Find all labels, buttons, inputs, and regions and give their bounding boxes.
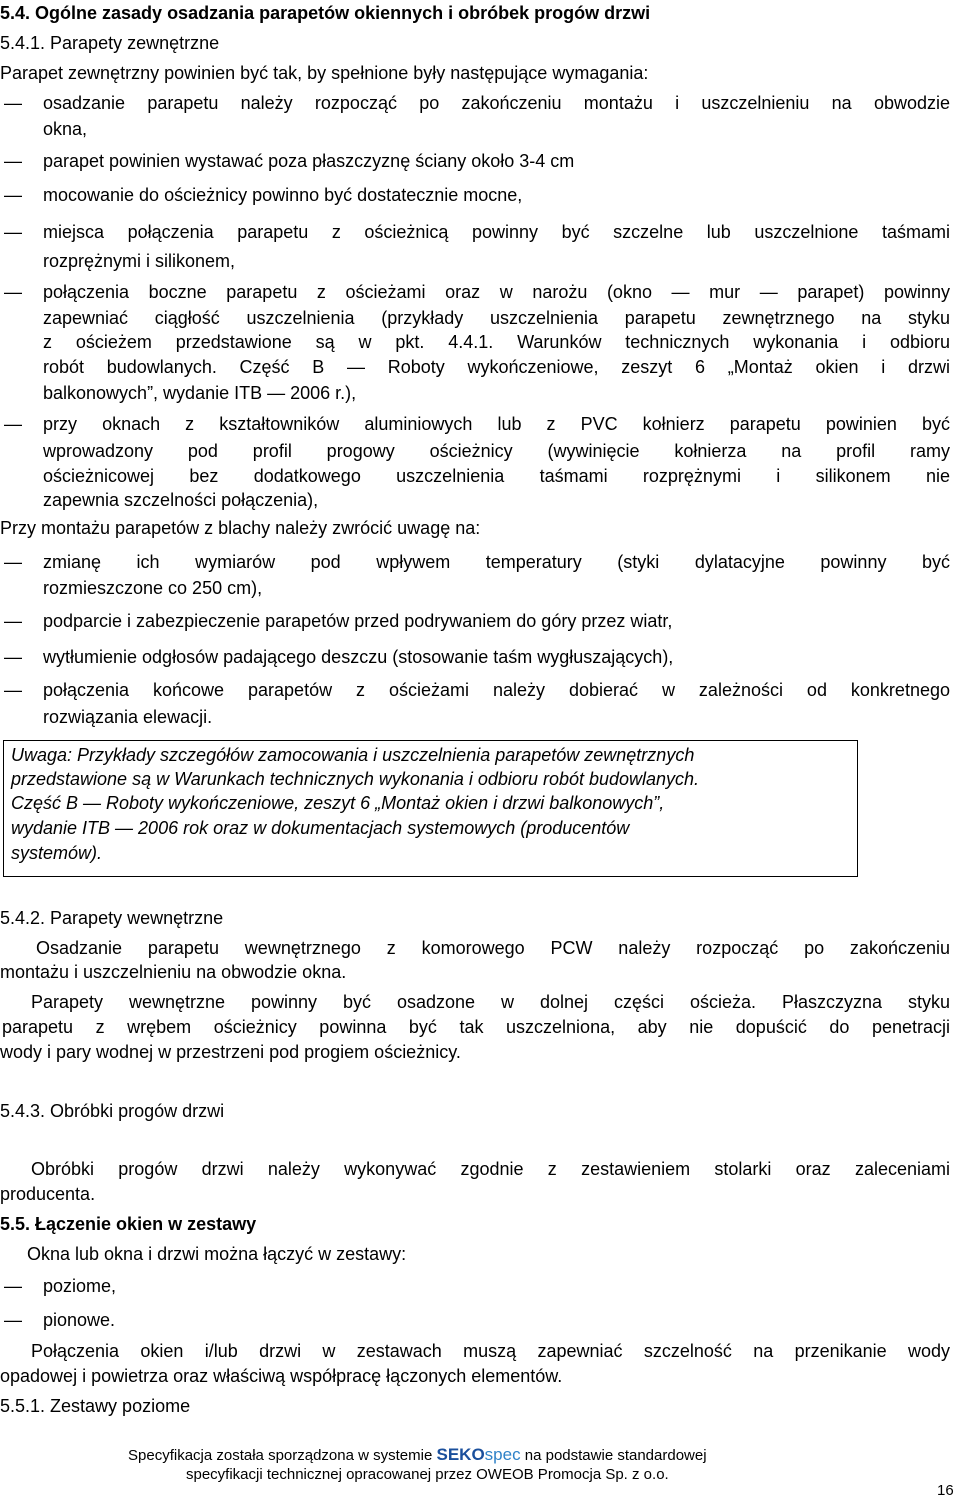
paragraph-line: producenta. <box>0 1184 96 1204</box>
list-item-line: podparcie i zabezpieczenie parapetów przed podrywaniem do góry przez wiatr, <box>43 611 673 631</box>
list-dash: ― <box>4 552 22 572</box>
section-heading-5-5: 5.5. Łączenie okien w zestawy <box>0 1214 257 1234</box>
logo-seko: SEKO <box>436 1445 485 1464</box>
list-dash: ― <box>4 93 22 113</box>
list-dash: ― <box>4 414 22 434</box>
list-item-line: mocowanie do ościeżnicy powinno być dostatecznie mocne, <box>43 185 523 205</box>
note-box <box>3 740 858 877</box>
paragraph-line: opadowej i powietrza oraz właściwą współpracę łączonych elementów. <box>0 1366 563 1386</box>
list-item-line: połączenia boczne parapetu z ościeżami oraz w narożu (okno ― mur ― parapet) powinny <box>43 282 950 302</box>
sekospec-logo <box>436 1447 520 1464</box>
list-dash: ― <box>4 611 22 631</box>
list-item-line: przy oknach z kształtowników aluminiowych lub z PVC kołnierz parapetu powinien być <box>43 414 950 434</box>
footer-line-2: specyfikacji technicznej opracowanej przez OWEOB Promocja Sp. z o.o. <box>186 1466 669 1483</box>
list-item-line: okna, <box>43 119 88 139</box>
list-dash: ― <box>4 647 22 667</box>
list-item-line: zapewnia szczelności połączenia), <box>43 490 319 510</box>
list-dash: ― <box>4 151 22 171</box>
list-item-line: robót budowlanych. Część B ― Roboty wykończeniowe, zeszyt 6 „Montaż okien i drzwi <box>43 357 950 377</box>
list-item-line: rozprężnymi i silikonem, <box>43 251 236 271</box>
note-line: przedstawione są w Warunkach technicznych wykonania i odbioru robót budowlanych. <box>11 769 700 789</box>
note-line: wydanie ITB ― 2006 rok oraz w dokumentacjach systemowych (producentów <box>11 818 630 838</box>
paragraph-intro-5-4-1: Parapet zewnętrzny powinien być tak, by spełnione były następujące wymagania: <box>0 63 649 83</box>
footer-line-1 <box>128 1446 707 1465</box>
footer-text: Specyfikacja została sporządzona w systemie <box>128 1447 433 1464</box>
list-dash: ― <box>4 222 22 242</box>
list-item-line: zapewniać ciągłość uszczelnienia (przykłady uszczelnienia parapetu zewnętrznego na styku <box>43 308 950 328</box>
list-item-line: osadzanie parapetu należy rozpocząć po zakończeniu montażu i uszczelnieniu na obwodzie <box>43 93 950 113</box>
list-dash: ― <box>4 282 22 302</box>
paragraph-intro-blacha: Przy montażu parapetów z blachy należy zwrócić uwagę na: <box>0 518 481 538</box>
list-item-line: zmianę ich wymiarów pod wpływem temperatury (styki dylatacyjne powinny być <box>43 552 950 572</box>
list-item-line: połączenia końcowe parapetów z ościeżami należy dobierać w zależności od konkretnego <box>43 680 950 700</box>
page-number: 16 <box>937 1482 954 1499</box>
subsection-heading-5-4-2: 5.4.2. Parapety wewnętrzne <box>0 908 224 928</box>
paragraph-line: Okna lub okna i drzwi można łączyć w zestawy: <box>27 1244 407 1264</box>
list-item-line: ościeżnicowej bez dodatkowego uszczelnienia taśmami rozprężnymi i silikonem nie <box>43 466 950 486</box>
note-line: Uwaga: Przykłady szczegółów zamocowania i uszczelnienia parapetów zewnętrznych <box>11 745 695 765</box>
list-item-line: wprowadzony pod profil progowy ościeżnicy (wywinięcie kołnierza na profil ramy <box>43 441 950 461</box>
note-line: Część B ― Roboty wykończeniowe, zeszyt 6 „Montaż okien i drzwi balkonowych”, <box>11 793 665 813</box>
list-item-line: wytłumienie odgłosów padającego deszczu (stosowanie taśm wygłuszających), <box>43 647 674 667</box>
paragraph-line: parapetu z wrębem ościeżnicy powinna być tak uszczelniona, aby nie dopuścić do penetracji <box>2 1017 950 1037</box>
subsection-heading-5-4-1: 5.4.1. Parapety zewnętrzne <box>0 33 220 53</box>
paragraph-line: Połączenia okien i/lub drzwi w zestawach muszą zapewniać szczelność na przenikanie wody <box>31 1341 950 1361</box>
paragraph-line: Obróbki progów drzwi należy wykonywać zgodnie z zestawieniem stolarki oraz zaleceniami <box>31 1159 950 1179</box>
subsection-heading-5-4-3: 5.4.3. Obróbki progów drzwi <box>0 1101 225 1121</box>
note-line: systemów). <box>11 843 103 863</box>
list-item-line: pionowe. <box>43 1310 116 1330</box>
list-item-line: parapet powinien wystawać poza płaszczyznę ściany około 3-4 cm <box>43 151 575 171</box>
list-item-line: rozwiązania elewacji. <box>43 707 213 727</box>
list-item-line: z ościeżem przedstawione są w pkt. 4.4.1. Warunków technicznych wykonania i odbioru <box>43 332 950 352</box>
paragraph-line: Osadzanie parapetu wewnętrznego z komorowego PCW należy rozpocząć po zakończeniu <box>36 938 950 958</box>
list-item-line: poziome, <box>43 1276 117 1296</box>
list-dash: ― <box>4 680 22 700</box>
section-heading-5-4: 5.4. Ogólne zasady osadzania parapetów okiennych i obróbek progów drzwi <box>0 3 651 23</box>
list-item-line: balkonowych”, wydanie ITB ― 2006 r.), <box>43 383 357 403</box>
list-dash: ― <box>4 1276 22 1296</box>
subsection-heading-5-5-1: 5.5.1. Zestawy poziome <box>0 1396 191 1416</box>
paragraph-line: Parapety wewnętrzne powinny być osadzone w dolnej części ościeża. Płaszczyzna styku <box>31 992 950 1012</box>
list-dash: ― <box>4 1310 22 1330</box>
footer-text: na podstawie standardowej <box>524 1447 707 1464</box>
paragraph-line: wody i pary wodnej w przestrzeni pod progiem ościeżnicy. <box>0 1042 461 1062</box>
list-item-line: rozmieszczone co 250 cm), <box>43 578 263 598</box>
logo-spec: spec <box>484 1445 521 1464</box>
list-dash: ― <box>4 185 22 205</box>
paragraph-line: montażu i uszczelnieniu na obwodzie okna. <box>0 962 347 982</box>
list-item-line: miejsca połączenia parapetu z ościeżnicą powinny być szczelne lub uszczelnione taśmami <box>43 222 950 242</box>
